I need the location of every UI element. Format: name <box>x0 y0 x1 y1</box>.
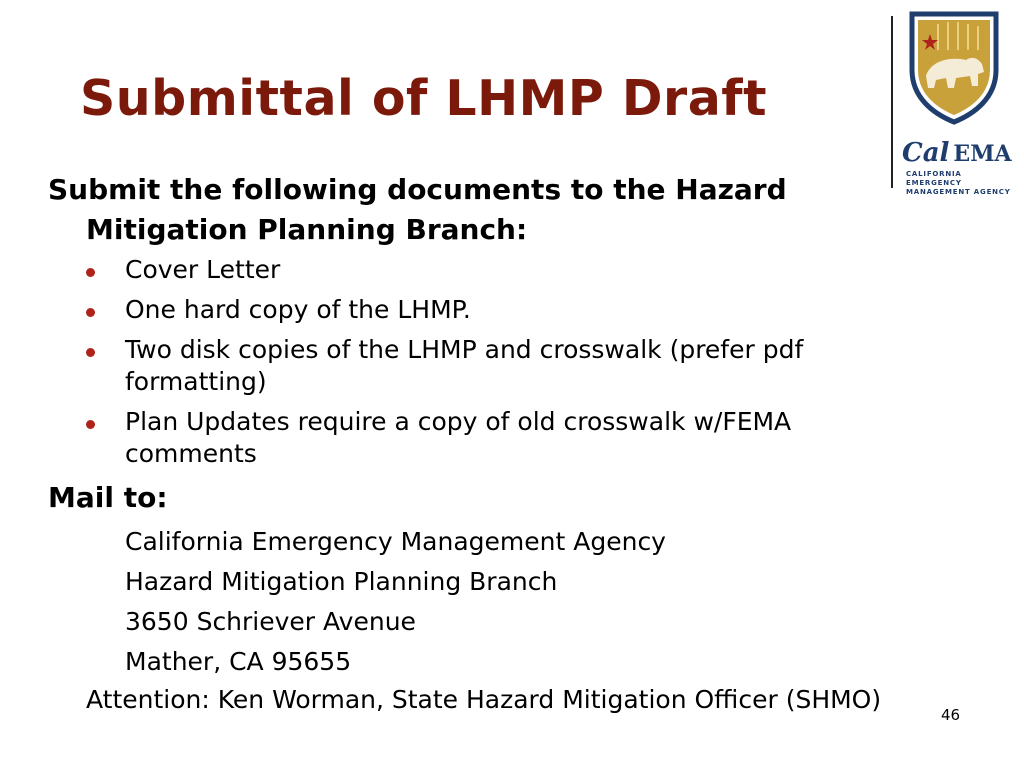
logo-subtitle <box>906 170 1016 197</box>
logo-subtitle-line1: CALIFORNIA EMERGENCY <box>906 170 962 187</box>
address-line: California Emergency Management Agency <box>125 527 666 556</box>
mail-heading: Mail to: <box>48 481 168 514</box>
address-line: 3650 Schriever Avenue <box>125 607 416 636</box>
list-item-text: Two disk copies of the LHMP and crosswalk (prefer pdf formatting) <box>125 335 804 396</box>
logo-subtitle-line2: MANAGEMENT AGENCY <box>906 188 1011 196</box>
document-list <box>86 254 886 478</box>
logo-divider <box>891 16 893 188</box>
bullet-dot-icon <box>86 348 95 357</box>
intro-line-1: Submit the following documents to the Hazard <box>48 173 787 206</box>
list-item <box>86 406 886 470</box>
address-line: Hazard Mitigation Planning Branch <box>125 567 558 596</box>
list-item-text: Plan Updates require a copy of old crosswalk w/FEMA comments <box>125 407 792 468</box>
page-number: 46 <box>941 706 961 724</box>
list-item-text: One hard copy of the LHMP. <box>125 295 471 324</box>
logo-brand-text <box>902 138 1014 168</box>
logo-brand-cal: Cal <box>902 138 950 168</box>
cal-ema-logo <box>898 10 1016 196</box>
bullet-dot-icon <box>86 420 95 429</box>
list-item <box>86 254 886 286</box>
shield-emblem-icon <box>908 10 1000 126</box>
list-item <box>86 334 886 398</box>
intro-heading <box>48 170 888 250</box>
list-item-text: Cover Letter <box>125 255 281 284</box>
bullet-dot-icon <box>86 268 95 277</box>
address-line: Mather, CA 95655 <box>125 647 352 676</box>
bullet-dot-icon <box>86 308 95 317</box>
mailing-address <box>125 522 666 682</box>
slide-title: Submittal of LHMP Draft <box>80 70 768 127</box>
list-item <box>86 294 886 326</box>
attention-line: Attention: Ken Worman, State Hazard Mitigation Officer (SHMO) <box>86 685 882 714</box>
intro-line-2: Mitigation Planning Branch: <box>86 213 528 246</box>
logo-brand-ema: EMA <box>953 141 1012 167</box>
